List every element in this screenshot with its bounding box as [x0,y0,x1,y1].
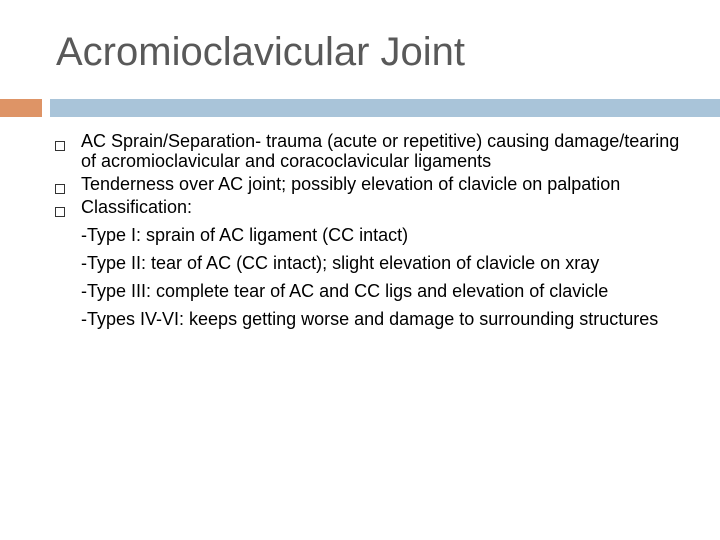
bullet-list [55,128,695,329]
bullet-item-classification [55,194,695,329]
bullet-text: Tenderness over AC joint; possibly elevation of clavicle on palpation [81,174,621,194]
bullet-text: Classification: [81,197,193,217]
accent-bar-orange [0,99,42,117]
bullet-text: AC Sprain/Separation- trauma (acute or repetitive) causing damage/tearing of acromioclavicular and coracoclavicular ligaments [81,131,680,171]
accent-bar-blue [50,99,720,117]
classification-type-2: -Type II: tear of AC (CC intact); slight elevation of clavicle on xray [81,253,600,273]
hollow-square-icon [55,207,65,217]
bullet-item-ac-sprain [55,128,695,171]
bullet-item-tenderness [55,171,695,194]
classification-type-3: -Type III: complete tear of AC and CC ligs and elevation of clavicle [81,281,609,301]
classification-types-4-6: -Types IV-VI: keeps getting worse and damage to surrounding structures [81,309,659,329]
slide-title: Acromioclavicular Joint [56,30,466,74]
classification-type-1: -Type I: sprain of AC ligament (CC intact) [81,225,409,245]
hollow-square-icon [55,184,65,194]
hollow-square-icon [55,141,65,151]
